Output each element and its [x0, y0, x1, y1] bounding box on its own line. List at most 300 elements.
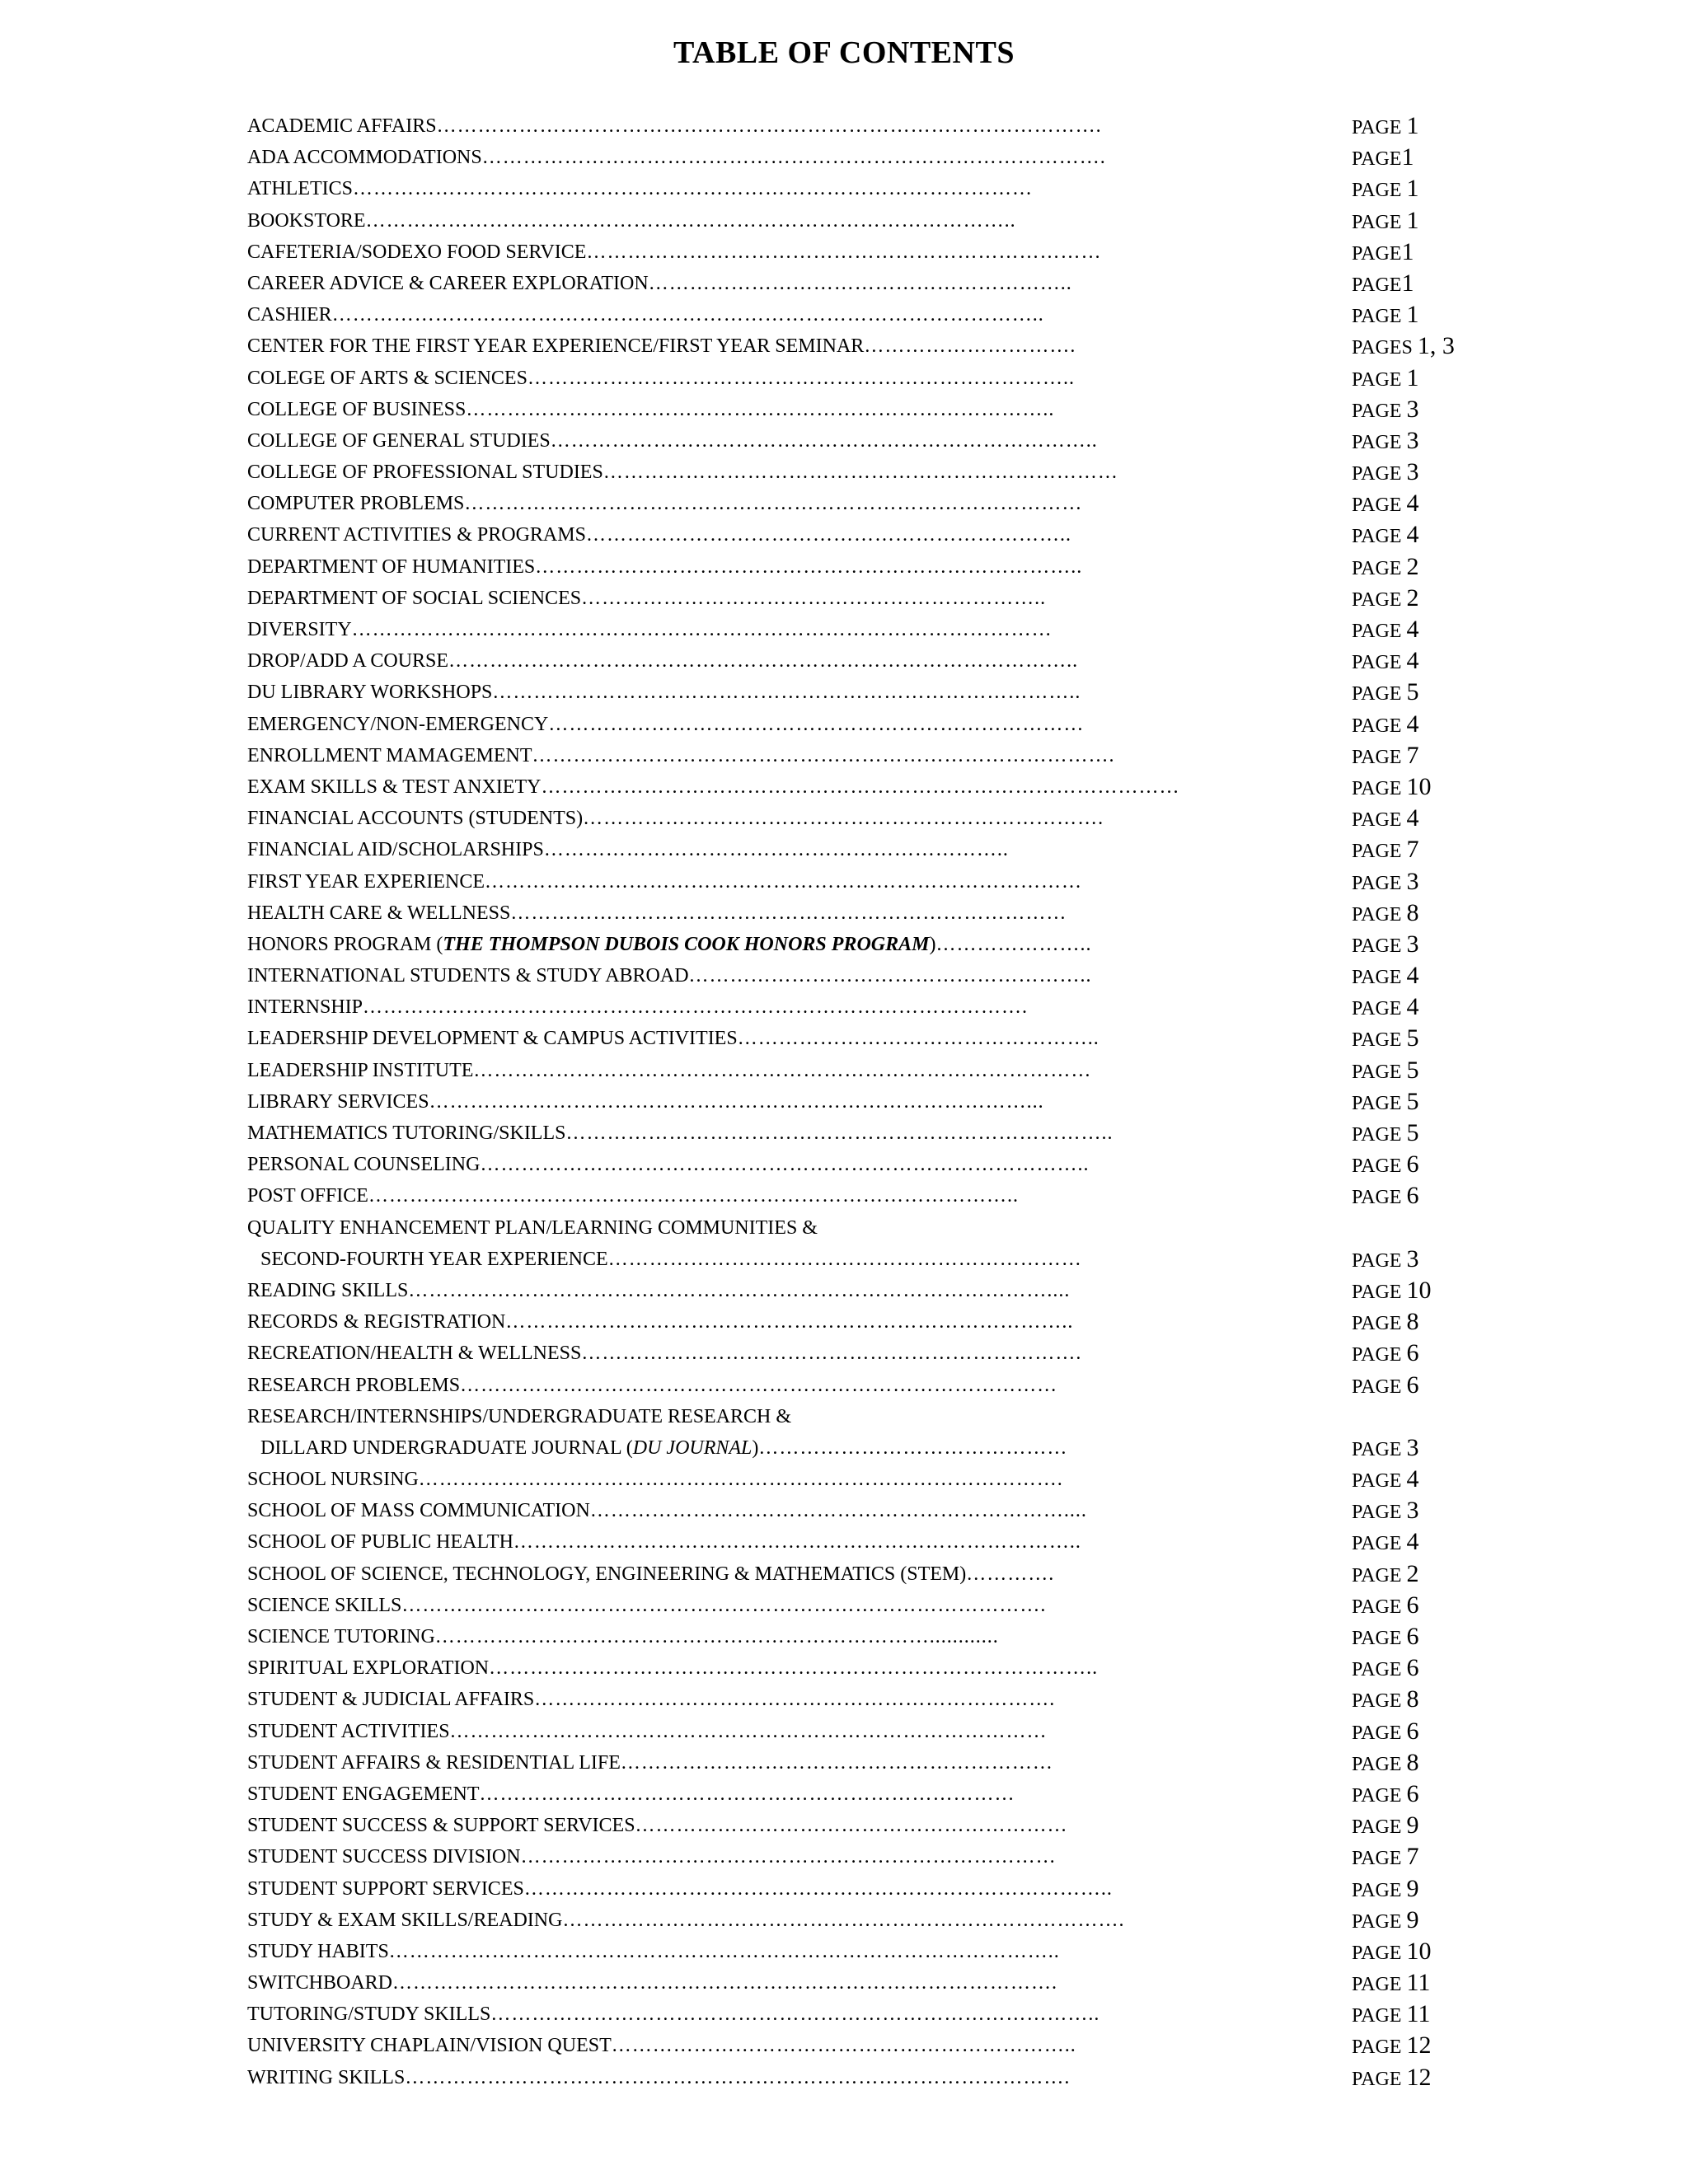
- entry-label-text: DILLARD UNDERGRADUATE JOURNAL (: [260, 1436, 633, 1459]
- page-number: 9: [1406, 1874, 1419, 1902]
- entry-page-reference: [1352, 1716, 1418, 1749]
- entry-page-reference: [1352, 1526, 1418, 1559]
- entry-page-reference: [1352, 2030, 1431, 2063]
- page-title: TABLE OF CONTENTS: [673, 35, 1015, 70]
- entry-page-reference: [1352, 268, 1414, 301]
- toc-entry[interactable]: [247, 110, 1500, 142]
- dot-leader: …………………………………………………………………: [603, 462, 1118, 484]
- dot-leader: ……………………………………………………..: [648, 272, 1072, 294]
- entry-page-reference: [1352, 866, 1418, 899]
- page-number: 4: [1406, 993, 1419, 1021]
- dot-leader: ………………………………………………………………………………..: [448, 650, 1079, 673]
- dot-leader: …………………………………………………………..: [611, 2035, 1076, 2057]
- entry-label: [247, 330, 1076, 362]
- entry-label: [247, 142, 1106, 173]
- page-prefix: PAGE: [1352, 903, 1407, 926]
- entry-label-text: EXAM SKILLS & TEST ANXIETY: [247, 776, 542, 798]
- page-number: 1: [1406, 301, 1419, 329]
- toc-entry[interactable]: [247, 583, 1500, 614]
- page-prefix: PAGE: [1352, 1564, 1407, 1586]
- toc-entry[interactable]: [247, 299, 1500, 330]
- entry-label-text: SECOND-FOURTH YEAR EXPERIENCE: [260, 1248, 608, 1270]
- entry-label: [247, 960, 1092, 991]
- page-number: 1: [1401, 237, 1414, 265]
- entry-label: [247, 110, 1102, 142]
- page-number: 4: [1406, 710, 1419, 738]
- page-number: 6: [1406, 1717, 1419, 1745]
- dot-leader: ………………………………………………………………….: [534, 1689, 1056, 1711]
- entry-label: [247, 457, 1118, 488]
- entry-label-text: DIVERSITY: [247, 619, 352, 640]
- entry-label: [247, 677, 1081, 708]
- entry-label: [247, 1370, 1057, 1401]
- entry-label-text: TUTORING/STUDY SKILLS: [247, 2004, 491, 2026]
- entry-label-text: SCIENCE TUTORING: [247, 1626, 435, 1647]
- entry-label: [247, 1338, 1081, 1369]
- page-number: 1: [1406, 175, 1419, 203]
- toc-entry[interactable]: [247, 866, 1500, 898]
- dot-leader: ………………………………………………………………………..: [505, 1311, 1074, 1333]
- toc-entry[interactable]: [247, 1747, 1500, 1779]
- page-prefix: PAGE: [1352, 2036, 1407, 2059]
- toc-entry[interactable]: [247, 2062, 1500, 2093]
- page-prefix: PAGE: [1352, 998, 1407, 1020]
- page-prefix: PAGE: [1352, 1155, 1407, 1178]
- page-prefix: PAGE: [1352, 777, 1407, 799]
- page-prefix: PAGE: [1352, 1376, 1407, 1398]
- entry-page-reference: [1352, 1999, 1430, 2032]
- page-number: 12: [1406, 2032, 1432, 2060]
- toc-entry[interactable]: [247, 1999, 1500, 2030]
- entry-label-text: STUDY HABITS: [247, 1940, 389, 1962]
- dot-leader: …………………………………………………………………………………………..: [331, 304, 1044, 326]
- entry-page-reference: [1352, 1118, 1418, 1151]
- page-prefix: PAGE: [1352, 809, 1407, 832]
- page-prefix: PAGE: [1352, 588, 1407, 611]
- dot-leader: ………………………….: [864, 335, 1076, 358]
- entry-label: [247, 898, 1067, 929]
- page-prefix: PAGE: [1352, 1816, 1407, 1839]
- dot-leader: …………………………………………………..: [688, 965, 1092, 987]
- page-prefix: PAGE: [1352, 526, 1407, 548]
- toc-entry[interactable]: [247, 1055, 1500, 1086]
- entry-page-reference: [1352, 2062, 1431, 2095]
- dot-leader: ………………………………………………………: [635, 1815, 1068, 1837]
- page-prefix: PAGE: [1352, 1784, 1407, 1807]
- toc-entry[interactable]: [247, 1432, 1500, 1464]
- entry-label-text: LEADERSHIP DEVELOPMENT & CAMPUS ACTIVITIES: [247, 1028, 738, 1050]
- page-prefix: PAGE: [1352, 1249, 1407, 1272]
- entry-label-text: UNIVERSITY CHAPLAIN/VISION QUEST: [247, 2035, 612, 2057]
- dot-leader: ……………………………………………..: [737, 1028, 1100, 1050]
- dot-leader: …………………………………………………………………………..: [492, 682, 1081, 704]
- toc-entry[interactable]: [247, 1275, 1500, 1306]
- entry-label-text: STUDENT & JUDICIAL AFFAIRS: [247, 1689, 535, 1711]
- entry-label: [247, 771, 1179, 803]
- dot-leader: ……………………………………………………………....: [589, 1500, 1087, 1522]
- page-prefix: PAGE: [1352, 1470, 1407, 1493]
- toc-entry[interactable]: [247, 1149, 1500, 1180]
- page-prefix: PAGE: [1352, 1092, 1407, 1114]
- toc-entry[interactable]: [247, 898, 1500, 929]
- page-prefix: PAGE: [1352, 180, 1407, 202]
- toc-entry[interactable]: [247, 1967, 1500, 1999]
- toc-entry[interactable]: [247, 205, 1500, 237]
- toc-entry[interactable]: [247, 1905, 1500, 1936]
- toc-entry[interactable]: [247, 1086, 1500, 1118]
- page-number: 10: [1406, 772, 1432, 800]
- dot-leader: …………………………………………………………………………………….: [405, 2066, 1071, 2088]
- dot-leader: …………………………………………………………..: [543, 839, 1009, 861]
- page-number: 9: [1406, 1811, 1419, 1840]
- page-prefix: PAGE: [1352, 1124, 1407, 1146]
- page-number: 5: [1406, 1119, 1419, 1146]
- entry-page-reference: [1352, 1967, 1430, 2000]
- entry-label-text: HONORS PROGRAM (: [247, 933, 443, 955]
- entry-page-reference: [1352, 1652, 1418, 1685]
- page-number: 5: [1406, 678, 1419, 706]
- toc-entry[interactable]: [247, 929, 1500, 960]
- page-prefix: PAGE: [1352, 211, 1407, 233]
- entry-label-text: SCIENCE SKILLS: [247, 1594, 402, 1616]
- toc-entry[interactable]: [247, 1023, 1500, 1054]
- entry-page-reference: [1352, 583, 1418, 616]
- page-prefix: PAGE: [1352, 1438, 1407, 1460]
- dot-leader: …………………………………………………………………: [586, 241, 1102, 263]
- entry-label: [247, 2062, 1070, 2093]
- toc-entry[interactable]: [247, 1180, 1500, 1212]
- entry-page-reference: [1352, 363, 1418, 396]
- entry-label-text: CURRENT ACTIVITIES & PROGRAMS: [247, 524, 586, 546]
- entry-page-reference: [1352, 834, 1418, 867]
- page-number: 9: [1406, 1905, 1419, 1933]
- entry-label-text: DEPARTMENT OF HUMANITIES: [247, 555, 536, 578]
- page-prefix: PAGE: [1352, 1974, 1407, 1996]
- page-number: 3: [1406, 426, 1419, 454]
- entry-page-reference: [1352, 1873, 1418, 1906]
- page-number: 1: [1401, 269, 1414, 297]
- dot-leader: …………………………………………………………..: [581, 587, 1047, 609]
- entry-page-reference: [1352, 205, 1418, 238]
- toc-entry[interactable]: [247, 1716, 1500, 1747]
- toc-entry[interactable]: [247, 1244, 1500, 1275]
- dot-leader: ………………………………………………………: [620, 1751, 1053, 1774]
- page-number: 6: [1406, 1339, 1419, 1367]
- entry-page-reference: [1352, 929, 1418, 962]
- toc-entry[interactable]: [247, 1779, 1500, 1810]
- entry-label-text: QUALITY ENHANCEMENT PLAN/LEARNING COMMUNITIES &: [247, 1216, 818, 1239]
- entry-label: [247, 488, 1082, 519]
- entry-label-text: BOOKSTORE: [247, 209, 366, 232]
- page-number: 6: [1406, 1591, 1419, 1619]
- page-number: 7: [1406, 836, 1419, 864]
- page-prefix: PAGE: [1352, 746, 1407, 768]
- entry-label: [247, 1212, 818, 1244]
- dot-leader: …………………………………………………………………………..: [523, 1877, 1113, 1900]
- toc-entry[interactable]: [247, 1401, 1500, 1432]
- entry-label-text: COLEGE OF ARTS & SCIENCES: [247, 367, 528, 389]
- toc-entry[interactable]: [247, 488, 1500, 519]
- entry-label-text: CAFETERIA/SODEXO FOOD SERVICE: [247, 241, 587, 263]
- entry-label: [247, 991, 1028, 1023]
- page-number: 6: [1406, 1151, 1419, 1179]
- entry-label: [247, 1023, 1100, 1054]
- entry-label: [247, 299, 1044, 330]
- dot-leader: ……………………………………………………………….: [581, 1343, 1082, 1365]
- toc-entry[interactable]: [247, 2030, 1500, 2061]
- page-number: 6: [1406, 1654, 1419, 1682]
- page-number: 7: [1406, 741, 1419, 769]
- page-prefix: PAGE: [1352, 967, 1407, 989]
- entry-page-reference: [1352, 614, 1418, 647]
- toc-entry[interactable]: [247, 1558, 1500, 1590]
- toc-entry[interactable]: [247, 1841, 1500, 1872]
- entry-label: [247, 1621, 999, 1652]
- page-number: 2: [1406, 552, 1419, 580]
- page-prefix: PAGE: [1352, 1848, 1407, 1870]
- entry-page-reference: [1352, 425, 1418, 458]
- entry-label-text: COLLEGE OF PROFESSIONAL STUDIES: [247, 462, 603, 484]
- dot-leader: ………………………………………………………………………………………: [353, 178, 1033, 200]
- dot-leader: ……………………………………………………………………..: [550, 429, 1098, 452]
- entry-label-text: SCHOOL NURSING: [247, 1469, 419, 1491]
- toc-entry[interactable]: [247, 425, 1500, 457]
- toc-entry[interactable]: [247, 1936, 1500, 1967]
- entry-page-reference: [1352, 1495, 1418, 1528]
- toc-entry[interactable]: [247, 1590, 1500, 1621]
- entry-label: [247, 614, 1053, 645]
- toc-entry[interactable]: [247, 173, 1500, 204]
- toc-entry[interactable]: [247, 394, 1500, 425]
- page-number: 6: [1406, 1371, 1419, 1399]
- entry-page-reference: [1352, 1905, 1418, 1938]
- entry-page-reference: [1352, 330, 1455, 363]
- entry-label-text: RESEARCH PROBLEMS: [247, 1374, 461, 1396]
- page-number: 8: [1406, 1748, 1419, 1776]
- entry-label: [247, 1526, 1081, 1558]
- dot-leader: ……………………………………………………………………: [520, 1846, 1057, 1868]
- entry-label: [247, 205, 1016, 237]
- page-prefix: PAGE: [1352, 1659, 1407, 1681]
- entry-page-reference: [1352, 1936, 1431, 1969]
- entry-label-text: STUDENT ENGAGEMENT: [247, 1783, 480, 1805]
- entry-label-text: READING SKILLS: [247, 1279, 409, 1301]
- entry-label-text: STUDENT SUCCESS DIVISION: [247, 1846, 521, 1868]
- toc-entry[interactable]: [247, 363, 1500, 394]
- entry-page-reference: [1352, 898, 1418, 930]
- dot-leader: ………………………………………………………………….: [583, 808, 1104, 830]
- entry-page-reference: [1352, 1023, 1418, 1056]
- dot-leader: ……………………………………………………………………..: [527, 367, 1075, 389]
- page-prefix: PAGE: [1352, 1596, 1407, 1618]
- entry-label-text: RECREATION/HEALTH & WELLNESS: [247, 1343, 582, 1365]
- toc-entry[interactable]: [247, 677, 1500, 708]
- entry-page-reference: [1352, 1558, 1418, 1591]
- page-number: 1: [1406, 363, 1419, 391]
- entry-label: [247, 1967, 1057, 1999]
- dot-leader: …………………………………………………………………………………….: [436, 115, 1102, 137]
- entry-label: [247, 929, 1091, 960]
- dot-leader: ……………………………………………………………………………..: [489, 1657, 1099, 1680]
- toc-entry[interactable]: [247, 614, 1500, 645]
- toc-entry[interactable]: [247, 1873, 1500, 1905]
- entry-page-reference: [1352, 110, 1418, 143]
- toc-entry[interactable]: [247, 645, 1500, 677]
- toc-entry[interactable]: [247, 991, 1500, 1023]
- entry-label: [247, 551, 1082, 583]
- toc-entry[interactable]: [247, 960, 1500, 991]
- entry-page-reference: [1352, 1432, 1418, 1465]
- entry-page-reference: [1352, 394, 1418, 427]
- page-number: 7: [1406, 1843, 1419, 1871]
- page-number: 6: [1406, 1623, 1419, 1650]
- dot-leader: ……………………………………………………………………………..: [490, 2004, 1100, 2026]
- entry-label-text: MATHEMATICS TUTORING/SKILLS: [247, 1122, 566, 1144]
- entry-label-text: DEPARTMENT OF SOCIAL SCIENCES: [247, 587, 582, 609]
- entry-label: [247, 1684, 1055, 1715]
- toc-entry[interactable]: [247, 330, 1500, 362]
- toc-entry[interactable]: [247, 519, 1500, 551]
- toc-entry[interactable]: [247, 740, 1500, 771]
- entry-label-text: STUDENT AFFAIRS & RESIDENTIAL LIFE: [247, 1751, 621, 1774]
- entry-page-reference: [1352, 677, 1418, 710]
- page-prefix: PAGE: [1352, 274, 1402, 296]
- page-prefix: PAGE: [1352, 148, 1402, 171]
- page-prefix: PAGE: [1352, 1879, 1407, 1901]
- dot-leader: ………………………………………………………………............: [434, 1626, 999, 1647]
- entry-label: [247, 1779, 1015, 1810]
- toc-entry[interactable]: [247, 803, 1500, 834]
- entry-page-reference: [1352, 237, 1414, 269]
- toc-entry[interactable]: [247, 237, 1500, 268]
- entry-page-reference: [1352, 991, 1418, 1024]
- entry-label-text: STUDENT SUPPORT SERVICES: [247, 1877, 524, 1900]
- toc-entry[interactable]: [247, 1621, 1500, 1652]
- entry-label-text: COLLEGE OF BUSINESS: [247, 398, 467, 420]
- page-number: 3: [1406, 1433, 1419, 1461]
- entry-label-text: FIRST YEAR EXPERIENCE: [247, 870, 485, 893]
- page-number: 3: [1406, 1244, 1419, 1272]
- dot-leader: ……………………………………………………………..: [585, 524, 1071, 546]
- entry-label: [247, 394, 1054, 425]
- entry-label-emphasis: THE THOMPSON DUBOIS COOK HONORS PROGRAM: [443, 933, 930, 955]
- entry-page-reference: [1352, 1370, 1418, 1403]
- page-number: 4: [1406, 616, 1419, 643]
- page-prefix: PAGE: [1352, 400, 1407, 422]
- toc-entry[interactable]: [247, 1652, 1500, 1684]
- toc-entry[interactable]: [247, 1526, 1500, 1558]
- entry-label-text: SCHOOL OF SCIENCE, TECHNOLOGY, ENGINEERING & MATHEMATICS (STEM): [247, 1563, 967, 1585]
- toc-entry[interactable]: [247, 142, 1500, 173]
- toc-entry[interactable]: [247, 1684, 1500, 1715]
- entry-page-reference: [1352, 1149, 1418, 1182]
- page-prefix: PAGE: [1352, 872, 1407, 894]
- page-prefix: PAGE: [1352, 1722, 1407, 1744]
- dot-leader: ……………………………………………………………………………...: [429, 1090, 1044, 1113]
- entry-label: [247, 1810, 1068, 1841]
- entry-label: [247, 268, 1072, 299]
- entry-label: [247, 740, 1115, 771]
- page-prefix: PAGE: [1352, 494, 1407, 517]
- page-prefix: PAGE: [1352, 368, 1407, 391]
- entry-label: [247, 1841, 1057, 1872]
- entry-page-reference: [1352, 551, 1418, 584]
- toc-entry[interactable]: [247, 457, 1500, 488]
- toc-entry[interactable]: [247, 1212, 1500, 1244]
- page-prefix: PAGES: [1352, 337, 1418, 359]
- toc-entry[interactable]: [247, 1810, 1500, 1841]
- toc-entry[interactable]: [247, 1118, 1500, 1149]
- page-prefix: PAGE: [1352, 557, 1407, 579]
- toc-entry[interactable]: [247, 551, 1500, 583]
- dot-leader: ……………………………………………………………: [607, 1248, 1082, 1270]
- page-prefix: PAGE: [1352, 2005, 1407, 2027]
- page-number: 11: [1406, 1969, 1431, 1997]
- entry-label: [247, 1149, 1089, 1180]
- page-number: 1: [1406, 112, 1419, 139]
- entry-label: [247, 1905, 1124, 1936]
- toc-entry[interactable]: [247, 834, 1500, 865]
- entry-label-text: EMERGENCY/NON-EMERGENCY: [247, 713, 549, 735]
- entry-label-text: CAREER ADVICE & CAREER EXPLORATION: [247, 272, 649, 294]
- page-prefix: PAGE: [1352, 117, 1407, 138]
- dot-leader: ……………………………………………………………………………: [485, 870, 1083, 893]
- toc-entry[interactable]: [247, 268, 1500, 299]
- toc-entry[interactable]: [247, 1338, 1500, 1369]
- toc-entry[interactable]: [247, 1495, 1500, 1526]
- entry-label-emphasis: DU JOURNAL: [632, 1436, 753, 1459]
- entry-label-text: RECORDS & REGISTRATION: [247, 1311, 506, 1333]
- entry-page-reference: [1352, 457, 1418, 490]
- entry-page-reference: [1352, 1244, 1418, 1277]
- page-number: 6: [1406, 1779, 1419, 1807]
- page-prefix: PAGE: [1352, 1502, 1407, 1524]
- entry-label: [247, 709, 1084, 740]
- page-prefix: PAGE: [1352, 683, 1407, 705]
- entry-label-text: ENROLLMENT MAMAGEMENT: [247, 744, 532, 766]
- toc-entry[interactable]: [247, 771, 1500, 803]
- entry-page-reference: [1352, 1306, 1418, 1339]
- page-prefix: PAGE: [1352, 1281, 1407, 1303]
- entry-label-text: ATHLETICS: [247, 178, 353, 200]
- page-prefix: PAGE: [1352, 621, 1407, 642]
- toc-entry[interactable]: [247, 1464, 1500, 1495]
- entry-label: [260, 1432, 1067, 1464]
- entry-page-reference: [1352, 1841, 1418, 1874]
- entry-label: [247, 519, 1071, 551]
- entry-page-reference: [1352, 645, 1418, 678]
- toc-entry[interactable]: [247, 709, 1500, 740]
- entry-page-reference: [1352, 709, 1418, 742]
- entry-label-text: STUDENT SUCCESS & SUPPORT SERVICES: [247, 1815, 635, 1837]
- toc-entry[interactable]: [247, 1306, 1500, 1338]
- dot-leader: ………………………………………………………………………: [510, 902, 1067, 924]
- page-prefix: PAGE: [1352, 1029, 1407, 1052]
- page-prefix: PAGE: [1352, 242, 1402, 265]
- dot-leader: …………………..: [935, 933, 1092, 955]
- page-number: 5: [1406, 1024, 1419, 1052]
- page-number: 12: [1406, 2063, 1432, 2091]
- entry-label: [247, 583, 1046, 614]
- entry-label-text: POST OFFICE: [247, 1185, 368, 1207]
- page-number: 3: [1406, 395, 1419, 423]
- entry-label-text: INTERNSHIP: [247, 996, 363, 1019]
- page-number: 5: [1406, 1056, 1419, 1084]
- toc-entry[interactable]: [247, 1370, 1500, 1401]
- entry-page-reference: [1352, 142, 1414, 175]
- entry-page-reference: [1352, 740, 1418, 773]
- page-number: 4: [1406, 647, 1419, 675]
